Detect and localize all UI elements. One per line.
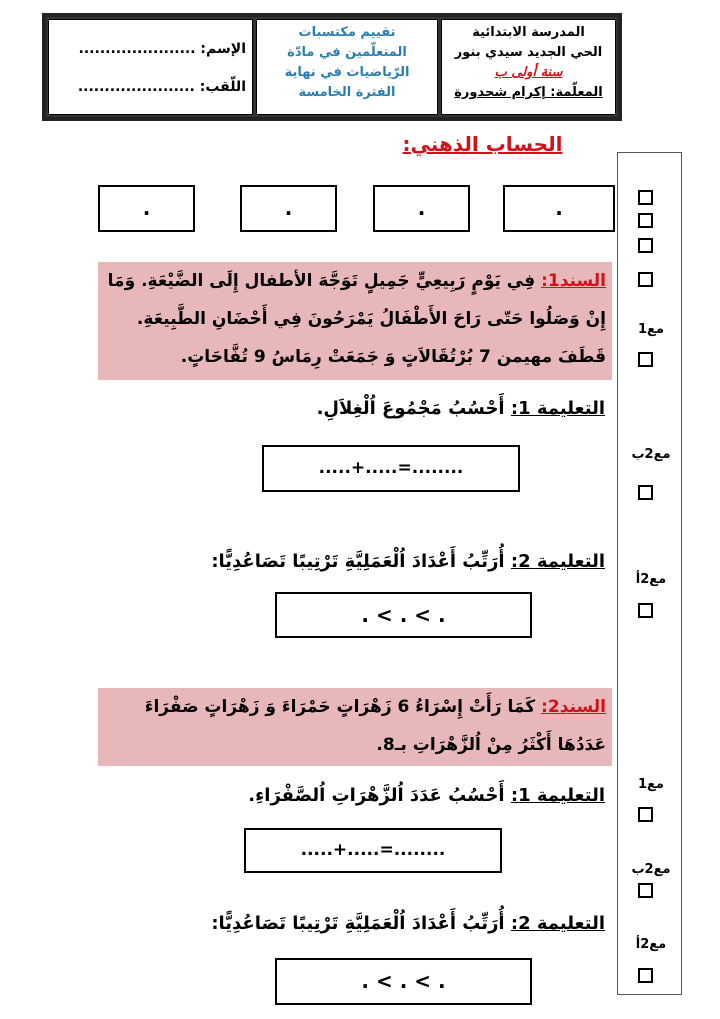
instruction-text: أُرَتِّبُ أَعْدَادَ اُلْعَمَلِيَّةِ تَرْتِيبًا تَصَاعُدِيًّا: bbox=[211, 551, 511, 572]
class-name: سنة أولى ب bbox=[494, 65, 563, 80]
criterion-label: مع2ب bbox=[631, 862, 671, 877]
school-name: المدرسة الابتدائية bbox=[472, 25, 585, 40]
instruction-text: أَحْسُبُ مَجْمُوعَ اُلْغِلاَلِ. bbox=[316, 398, 511, 419]
sanad2-box bbox=[98, 688, 612, 766]
checkbox[interactable] bbox=[638, 968, 653, 983]
instruction-label: التعليمة 2: bbox=[510, 913, 605, 934]
instruction-label: التعليمة 1: bbox=[510, 785, 605, 806]
mental-box[interactable]: . bbox=[98, 185, 195, 232]
sanad1-text: فِي يَوْمٍ رَبِيعِيٍّ جَمِيلٍ تَوَجَّهَ الأطفال إِلَى الضَّيْعَةِ. وَمَا إِنْ وَصَلُوا حَتّى رَاحَ الأَطْفَالُ يَمْرَحُونَ فِي أَحْضَانِ الطَّبِيعَةِ. bbox=[107, 271, 606, 329]
sanad1-line2: قَطَفَ مهيمن 7 بُرْتُقَالاَتٍ وَ جَمَعَتْ رِمَاسُ 9 تُفَّاحَاتٍ. bbox=[180, 347, 606, 367]
student-cell bbox=[48, 19, 253, 115]
teacher-name: المعلّمة: إكرام شحدورة bbox=[454, 85, 603, 100]
header-table bbox=[42, 13, 622, 121]
s1-instruction2 bbox=[211, 551, 605, 572]
mental-box[interactable]: . bbox=[240, 185, 337, 232]
criterion-label: مع1 bbox=[638, 322, 664, 337]
checkbox[interactable] bbox=[638, 485, 653, 500]
title-line: الفترة الخامسة bbox=[298, 85, 396, 100]
order-answer-box[interactable]: . < . < . bbox=[275, 592, 532, 638]
name-field[interactable]: الإسم: ...................... bbox=[78, 41, 246, 57]
s2-instruction2 bbox=[211, 913, 605, 934]
checkbox[interactable] bbox=[638, 883, 653, 898]
sanad2-text: كَمَا رَأَتْ إِسْرَاءُ 6 زَهْرَاتٍ حَمْرَاءَ وَ زَهْرَاتٍ صَفْرَاءَ عَدَدُهَا أَكْثَرُ مِنْ اُلزَّهْرَاتِ بـ8. bbox=[144, 697, 606, 755]
sanad2-label: السند2: bbox=[541, 697, 606, 717]
order-answer-box[interactable]: . < . < . bbox=[275, 958, 532, 1005]
s1-instruction1 bbox=[317, 398, 605, 419]
surname-field[interactable]: اللّقب: ...................... bbox=[77, 79, 246, 95]
instruction-text: أُرَتِّبُ أَعْدَادَ اُلْعَمَلِيَّةِ تَرْتِيبًا تَصَاعُدِيًّا: bbox=[211, 913, 511, 934]
mental-box[interactable]: . bbox=[503, 185, 615, 232]
title-line: الرّياضيات في نهاية bbox=[284, 65, 410, 80]
title-line: تقييم مكتسبات bbox=[298, 25, 396, 40]
checkbox[interactable] bbox=[638, 603, 653, 618]
instruction-label: التعليمة 1: bbox=[510, 398, 605, 419]
s2-instruction1 bbox=[248, 785, 605, 806]
checkbox[interactable] bbox=[638, 238, 653, 253]
title-cell bbox=[256, 19, 438, 115]
criterion-label: مع2ب bbox=[631, 447, 671, 462]
checkbox[interactable] bbox=[638, 213, 653, 228]
criterion-label: مع1 bbox=[638, 777, 664, 792]
section-title: الحساب الذهني: bbox=[402, 132, 563, 156]
sanad1-label: السند1: bbox=[541, 271, 606, 291]
mental-box[interactable]: . bbox=[373, 185, 470, 232]
sum-answer-box[interactable]: .....+.....=........ bbox=[262, 445, 520, 492]
checkbox[interactable] bbox=[638, 352, 653, 367]
instruction-text: أَحْسُبُ عَدَدَ اُلزَّهْرَاتِ اُلصَّفْرَاءِ. bbox=[248, 785, 511, 806]
checkbox[interactable] bbox=[638, 190, 653, 205]
checkbox[interactable] bbox=[638, 807, 653, 822]
school-location: الحي الجديد سيدي بنور bbox=[454, 45, 603, 60]
school-cell bbox=[441, 19, 616, 115]
title-line: المتعلّمين في مادّة bbox=[287, 45, 407, 60]
sanad1-box bbox=[98, 262, 612, 380]
instruction-label: التعليمة 2: bbox=[510, 551, 605, 572]
criterion-label: مع2أ bbox=[635, 937, 667, 952]
sum-answer-box[interactable]: .....+.....=........ bbox=[244, 828, 502, 873]
criterion-label: مع2أ bbox=[635, 572, 667, 587]
checkbox[interactable] bbox=[638, 272, 653, 287]
